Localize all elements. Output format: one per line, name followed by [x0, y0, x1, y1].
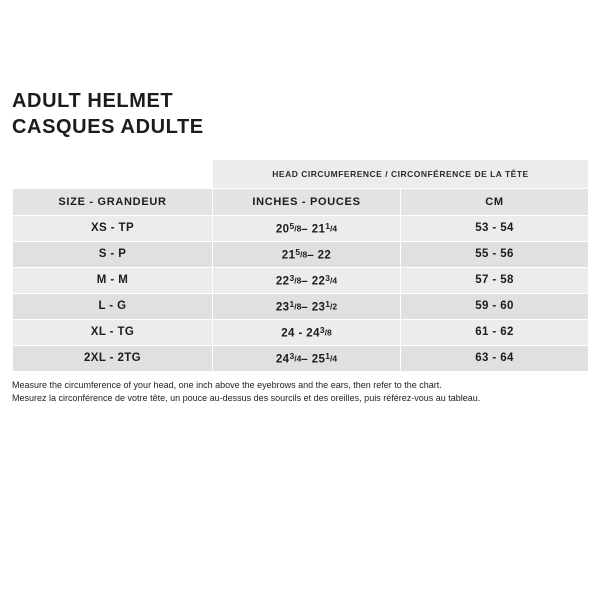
cell-cm: 61 - 62: [401, 319, 589, 345]
header-size: SIZE - GRANDEUR: [13, 188, 213, 215]
table-row: [13, 293, 589, 319]
cell-size: M - M: [13, 267, 213, 293]
cell-size: XL - TG: [13, 319, 213, 345]
header-cm: CM: [401, 188, 589, 215]
footnote-english: Measure the circumference of your head, one inch above the eyebrows and the ears, then refer to the chart.: [12, 379, 442, 390]
page-title: [12, 0, 588, 141]
cell-cm: 55 - 56: [401, 241, 589, 267]
group-header-circumference: HEAD CIRCUMFERENCE / CIRCONFÉRENCE DE LA TÊTE: [213, 159, 589, 188]
group-header-spacer: [13, 159, 213, 188]
cell-inches: $22^3/8-$ $22^3/4$: [213, 267, 401, 293]
footnote: [12, 379, 588, 405]
cell-cm: 53 - 54: [401, 215, 589, 241]
size-chart-table: [12, 159, 589, 372]
cell-inches: $24 - 24^3/8$: [213, 319, 401, 345]
cell-size: S - P: [13, 241, 213, 267]
table-group-header-row: [13, 159, 589, 188]
table-row: [13, 215, 589, 241]
cell-inches: $21^5/8-$ 22: [213, 241, 401, 267]
header-inches: INCHES - POUCES: [213, 188, 401, 215]
table-row: [13, 345, 589, 371]
table-header-row: [13, 188, 589, 215]
cell-size: 2XL - 2TG: [13, 345, 213, 371]
title-line-french: CASQUES ADULTE: [12, 116, 204, 139]
cell-cm: 63 - 64: [401, 345, 589, 371]
table-row: [13, 241, 589, 267]
cell-inches: $23^1/8-$ $23^1/2$: [213, 293, 401, 319]
table-row: [13, 267, 589, 293]
cell-inches: $20^5/8-$ $21^1/4$: [213, 215, 401, 241]
footnote-french: Mesurez la circonférence de votre tête, un pouce au-dessus des sourcils et des oreilles, puis référez-vous au tableau.: [12, 392, 481, 403]
table-row: [13, 319, 589, 345]
cell-inches: $24^3/4-$ $25^1/4$: [213, 345, 401, 371]
cell-cm: 59 - 60: [401, 293, 589, 319]
cell-size: L - G: [13, 293, 213, 319]
cell-cm: 57 - 58: [401, 267, 589, 293]
cell-size: XS - TP: [13, 215, 213, 241]
title-line-english: ADULT HELMET: [12, 90, 174, 112]
